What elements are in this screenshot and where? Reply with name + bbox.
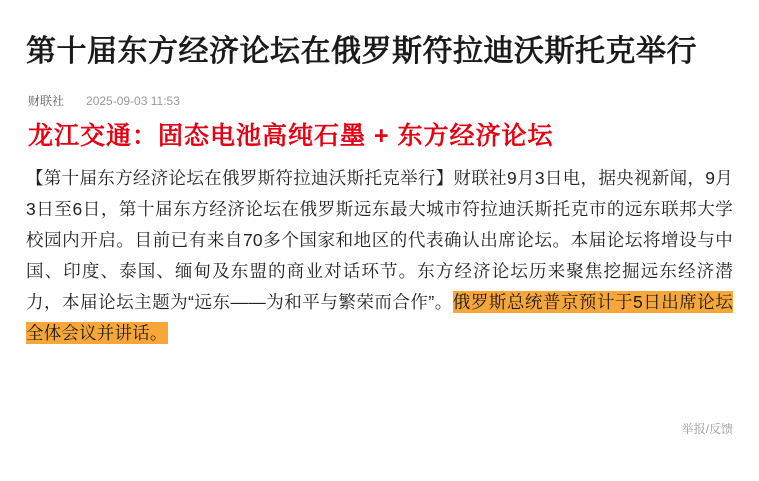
report-feedback-link[interactable]: 举报/反馈 bbox=[681, 422, 733, 436]
source-label: 财联社 bbox=[28, 94, 65, 108]
headline-banner: 龙江交通：固态电池高纯石墨 + 东方经济论坛 bbox=[28, 122, 554, 150]
article-body bbox=[26, 163, 733, 349]
timestamp-label: 2025-09-03 11:53 bbox=[86, 93, 180, 108]
body-highlighted-text: 俄罗斯总统普京预计于5日出席论坛全体会议并讲话。 bbox=[26, 292, 734, 343]
body-leading-text: 【第十届东方经济论坛在俄罗斯符拉迪沃斯托克举行】财联社9月3日电，据央视新闻，9月3日至6日，第十届东方经济论坛在俄罗斯远东最大城市符拉迪沃斯托克市的远东联邦大学校园内开启。目前已有来自70多个国家和地区的代表确认出席论坛。本届论坛将增设与中国、印度、泰国、缅甸及东盟的商业对话环节。东方经济论坛历来聚焦挖掘远东经济潜力，本届论坛主题为“远东——为和平与繁荣而合作”。 bbox=[26, 168, 733, 312]
footer-actions bbox=[682, 420, 733, 437]
page-title: 第十届东方经济论坛在俄罗斯符拉迪沃斯托克举行 bbox=[26, 35, 697, 68]
article-meta bbox=[28, 92, 733, 109]
